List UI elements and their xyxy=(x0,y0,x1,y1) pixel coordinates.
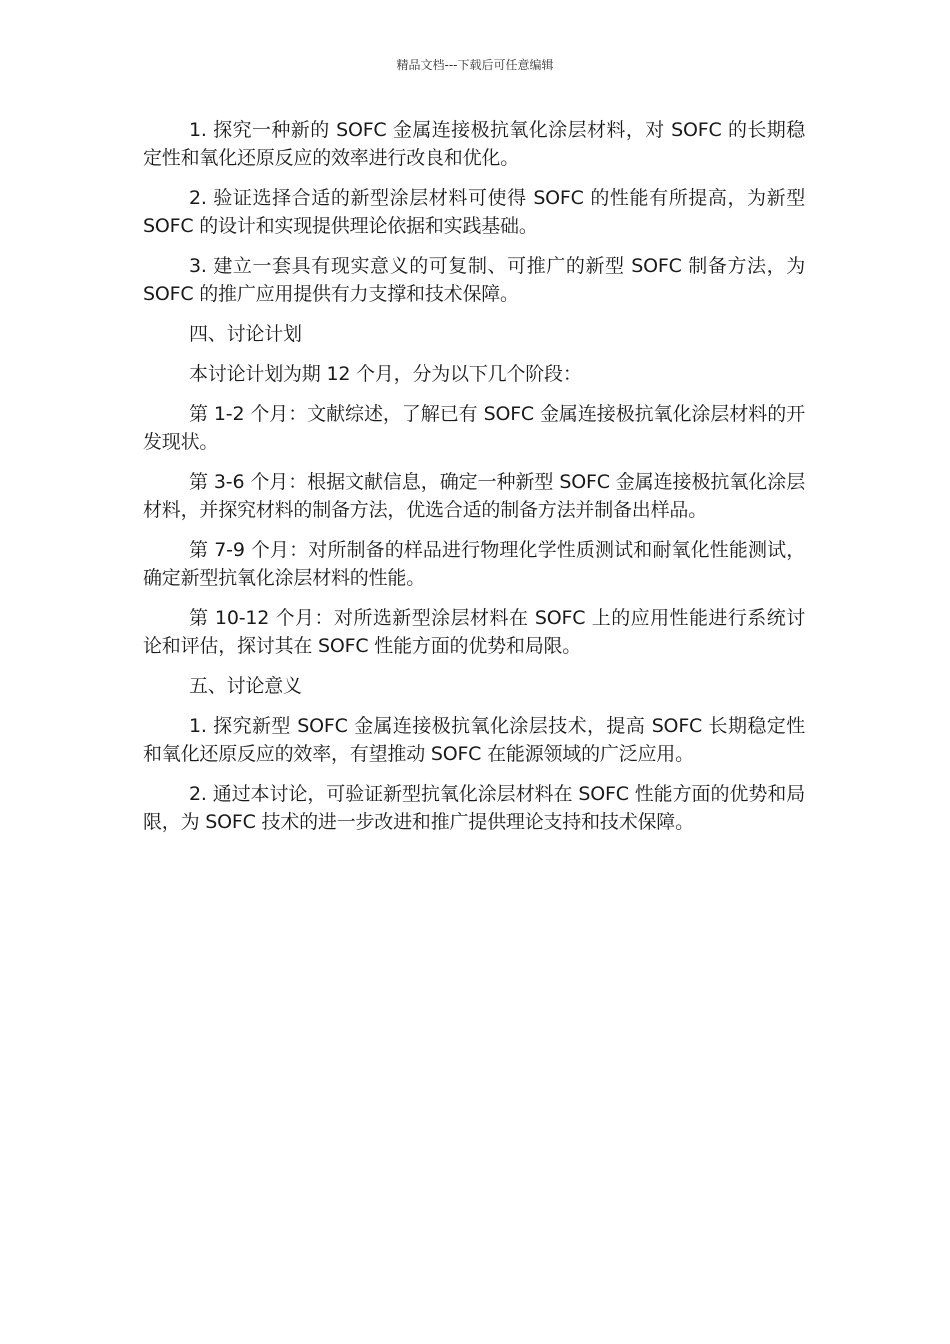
paragraph-objective-3: 3. 建立一套具有现实意义的可复制、可推广的新型 SOFC 制备方法，为 SOFC 的推广应用提供有力支撑和技术保障。 xyxy=(143,255,805,305)
paragraph-objective-1: 1. 探究一种新的 SOFC 金属连接极抗氧化涂层材料，对 SOFC 的长期稳定性和氧化还原反应的效率进行改良和优化。 xyxy=(143,119,805,169)
paragraph-plan-intro: 本讨论计划为期 12 个月，分为以下几个阶段： xyxy=(189,363,582,385)
page-header: 精品文档---下载后可任意编辑 xyxy=(396,58,554,72)
document-body xyxy=(143,116,805,848)
section-heading-significance: 五、讨论意义 xyxy=(189,675,302,697)
paragraph-phase-2: 第 3-6 个月：根据文献信息，确定一种新型 SOFC 金属连接极抗氧化涂层材料，并探究材料的制备方法，优选合适的制备方法并制备出样品。 xyxy=(143,471,805,521)
paragraph-objective-2: 2. 验证选择合适的新型涂层材料可使得 SOFC 的性能有所提高，为新型 SOFC 的设计和实现提供理论依据和实践基础。 xyxy=(143,187,805,237)
section-heading-plan: 四、讨论计划 xyxy=(189,323,302,345)
paragraph-phase-1: 第 1-2 个月：文献综述，了解已有 SOFC 金属连接极抗氧化涂层材料的开发现状。 xyxy=(143,403,805,453)
paragraph-significance-2: 2. 通过本讨论，可验证新型抗氧化涂层材料在 SOFC 性能方面的优势和局限，为 SOFC 技术的进一步改进和推广提供理论支持和技术保障。 xyxy=(143,783,805,833)
paragraph-significance-1: 1. 探究新型 SOFC 金属连接极抗氧化涂层技术，提高 SOFC 长期稳定性和氧化还原反应的效率，有望推动 SOFC 在能源领域的广泛应用。 xyxy=(143,715,805,765)
paragraph-phase-3: 第 7-9 个月：对所制备的样品进行物理化学性质测试和耐氧化性能测试，确定新型抗氧化涂层材料的性能。 xyxy=(143,539,805,589)
paragraph-phase-4: 第 10-12 个月：对所选新型涂层材料在 SOFC 上的应用性能进行系统讨论和评估，探讨其在 SOFC 性能方面的优势和局限。 xyxy=(143,607,805,657)
